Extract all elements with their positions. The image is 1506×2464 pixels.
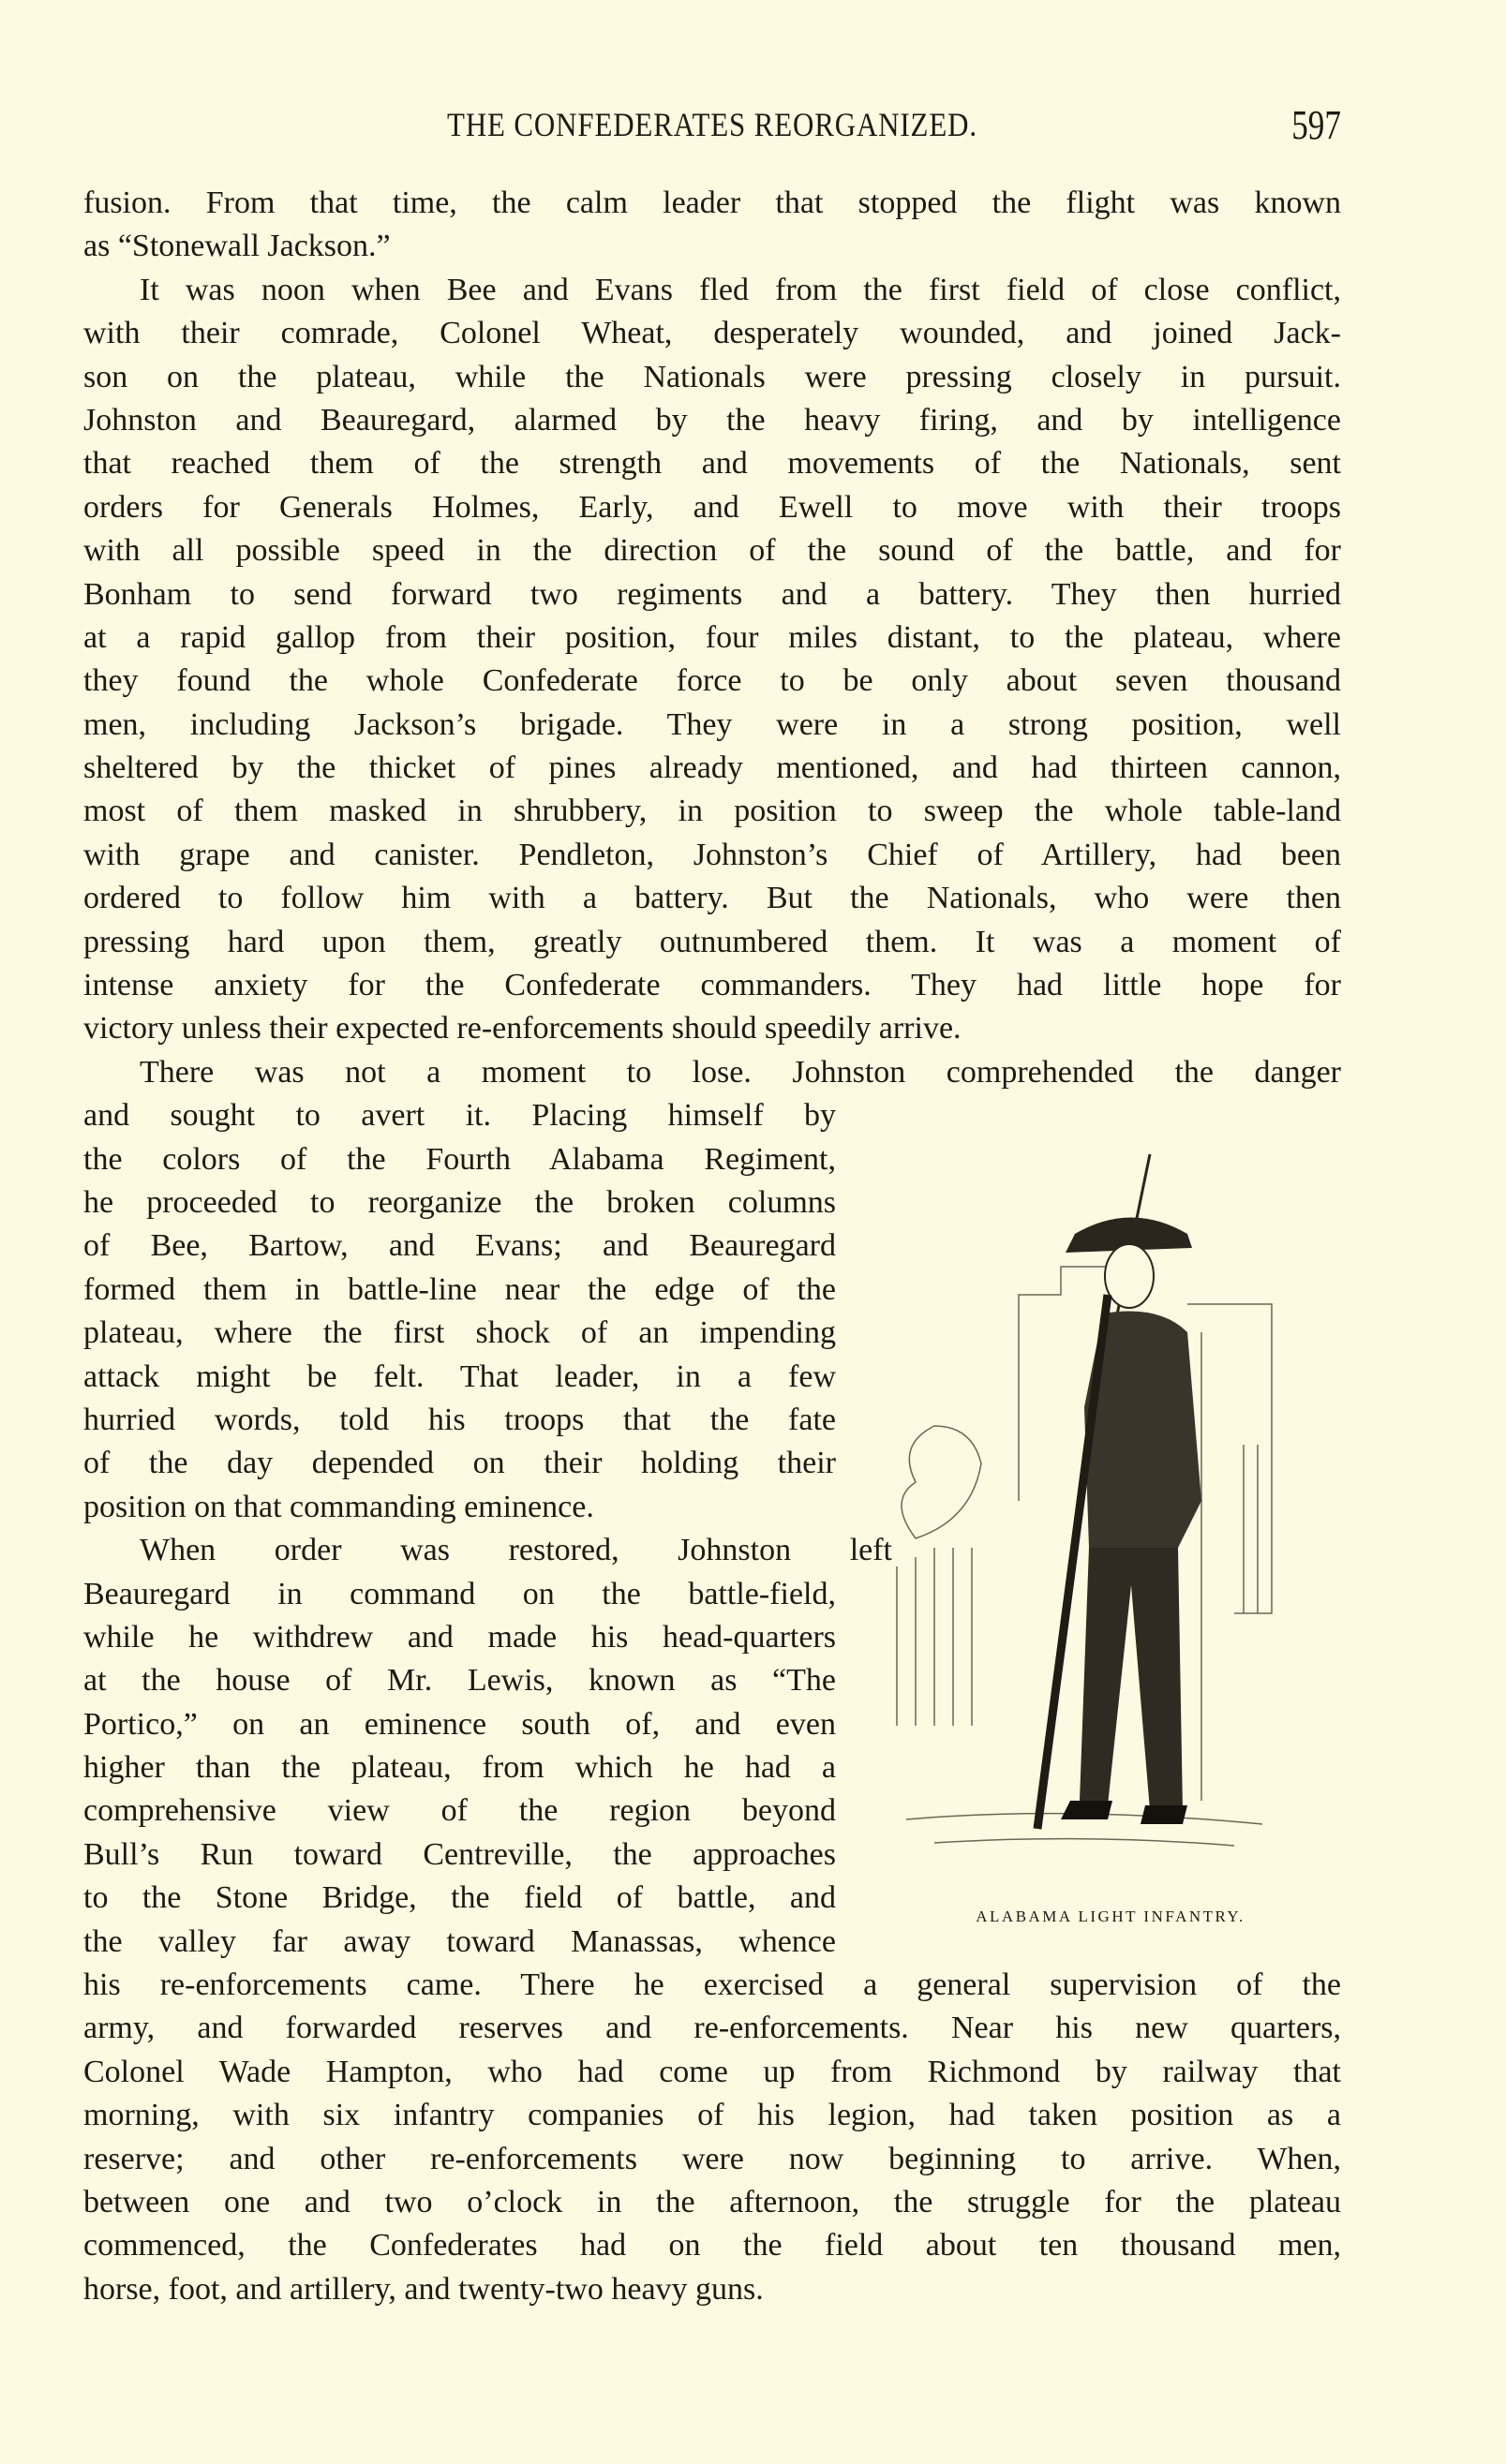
text-line-content: formed them in battle-line near the edge of the	[83, 1271, 836, 1307]
text-line-content: with all possible speed in the direction of the sound of the battle, and for	[83, 533, 1341, 569]
text-line	[83, 2138, 1341, 2181]
text-line	[83, 1181, 836, 1225]
text-line-content: horse, foot, and artillery, and twenty-two heavy guns.	[83, 2271, 764, 2307]
text-line	[83, 2094, 1341, 2137]
page-number: 597	[1291, 102, 1341, 148]
text-line-content: they found the whole Confederate force to be only about seven thousand	[83, 663, 1341, 699]
text-line	[83, 1964, 1341, 2007]
text-line	[83, 182, 1341, 225]
soldier-engraving-image	[878, 1145, 1347, 1885]
text-line-content: between one and two o’clock in the afternoon, the struggle for the plateau	[83, 2184, 1341, 2219]
text-line	[83, 442, 1341, 485]
text-line-content: orders for Generals Holmes, Early, and Ewell to move with their troops	[83, 489, 1341, 525]
text-line-content: morning, with six infantry companies of his legion, had taken position as a	[83, 2098, 1341, 2133]
text-line	[83, 1573, 836, 1616]
text-line	[83, 1616, 836, 1659]
text-line-content: army, and forwarded reserves and re-enforcements. Near his new quarters,	[83, 2011, 1341, 2046]
text-line	[83, 399, 1341, 442]
text-line-content: most of them masked in shrubbery, in position to sweep the whole table-land	[83, 794, 1341, 829]
text-line	[83, 660, 1341, 703]
text-line	[83, 747, 1341, 790]
text-line	[83, 1789, 836, 1833]
text-line-content: It was noon when Bee and Evans fled from the first field of close conflict,	[140, 272, 1341, 307]
text-line-content: position on that commanding eminence.	[83, 1489, 594, 1524]
text-line	[83, 1659, 836, 1702]
text-line-content: hurried words, told his troops that the fate	[83, 1402, 836, 1437]
text-line-content: and sought to avert it. Placing himself by	[83, 1098, 836, 1134]
text-line-content: Colonel Wade Hampton, who had come up from Richmond by railway that	[83, 2054, 1341, 2089]
text-line	[83, 616, 1341, 660]
text-line	[83, 1746, 836, 1789]
text-line-content: sheltered by the thicket of pines already mentioned, and had thirteen cannon,	[83, 750, 1341, 786]
text-line	[83, 1312, 836, 1355]
running-header	[83, 101, 1341, 148]
text-line	[83, 1529, 892, 1572]
text-line	[83, 1094, 836, 1137]
text-line-content: commenced, the Confederates had on the field about ten thousand men,	[83, 2228, 1341, 2264]
text-line	[83, 1703, 836, 1746]
figure-caption: ALABAMA LIGHT INFANTRY.	[976, 1907, 1245, 1925]
text-line-content: his re-enforcements came. There he exercised a general supervision of the	[83, 1967, 1341, 2003]
text-line	[83, 1442, 836, 1485]
text-line	[83, 2007, 1341, 2050]
text-line-content: the colors of the Fourth Alabama Regiment,	[83, 1141, 836, 1177]
text-line-content: reserve; and other re-enforcements were now beginning to arrive. When,	[83, 2141, 1341, 2176]
text-line	[83, 312, 1341, 355]
text-line	[83, 1138, 836, 1181]
text-line-content: When order was restored, Johnston left	[140, 1533, 892, 1568]
text-line-content: higher than the plateau, from which he had a	[83, 1750, 836, 1786]
text-line	[83, 573, 1341, 616]
text-line-content: the valley far away toward Manassas, whence	[83, 1923, 836, 1959]
text-line	[83, 225, 1341, 268]
text-line	[83, 1356, 836, 1399]
text-line	[83, 2051, 1341, 2094]
text-line	[83, 1486, 836, 1529]
text-line	[83, 1269, 836, 1312]
text-line-content: of Bee, Bartow, and Evans; and Beauregard	[83, 1228, 836, 1264]
text-line-content: There was not a moment to lose. Johnston comprehended the danger	[140, 1054, 1341, 1090]
text-line	[83, 2181, 1341, 2224]
text-line-content: comprehensive view of the region beyond	[83, 1793, 836, 1829]
text-line-content: with their comrade, Colonel Wheat, desperately wounded, and joined Jack-	[83, 316, 1341, 351]
text-line	[83, 1399, 836, 1442]
running-title: THE CONFEDERATES REORGANIZED.	[447, 106, 977, 143]
text-line	[83, 1921, 836, 1964]
text-line-content: fusion. From that time, the calm leader that stopped the flight was known	[83, 186, 1341, 220]
text-line	[83, 964, 1341, 1007]
text-line	[83, 1833, 836, 1877]
text-line	[83, 1007, 1341, 1050]
text-line-content: to the Stone Bridge, the field of battle, and	[83, 1880, 836, 1916]
text-line-content: at the house of Mr. Lewis, known as “The	[83, 1663, 836, 1699]
text-line-content: as “Stonewall Jackson.”	[83, 229, 391, 264]
text-line-content: Bull’s Run toward Centreville, the approaches	[83, 1836, 836, 1872]
text-line-content: of the day depended on their holding their	[83, 1446, 836, 1481]
text-line-content: with grape and canister. Pendleton, Johnston’s Chief of Artillery, had been	[83, 837, 1341, 872]
text-line-content: that reached them of the strength and movements of the Nationals, sent	[83, 446, 1341, 482]
text-line-content: men, including Jackson’s brigade. They were in a strong position, well	[83, 706, 1341, 742]
text-line-content: Beauregard in command on the battle-field,	[83, 1576, 836, 1611]
text-line	[83, 2268, 1341, 2311]
text-line-content: intense anxiety for the Confederate commanders. They had little hope for	[83, 968, 1341, 1003]
text-line	[83, 529, 1341, 572]
text-line-content: while he withdrew and made his head-quarters	[83, 1619, 836, 1655]
text-line	[83, 269, 1341, 312]
text-line-content: at a rapid gallop from their position, four miles distant, to the plateau, where	[83, 619, 1341, 655]
text-line-content: victory unless their expected re-enforcements should speedily arrive.	[83, 1011, 962, 1046]
text-line	[83, 921, 1341, 964]
text-line	[83, 790, 1341, 833]
text-line-content: attack might be felt. That leader, in a few	[83, 1358, 836, 1394]
text-line	[83, 2224, 1341, 2267]
text-line-content: Portico,” on an eminence south of, and even	[83, 1706, 836, 1742]
text-line	[83, 356, 1341, 399]
text-line	[83, 486, 1341, 529]
text-line	[83, 704, 1341, 747]
text-line	[83, 1877, 836, 1920]
text-line-content: Bonham to send forward two regiments and a battery. They then hurried	[83, 576, 1341, 612]
text-line-content: Johnston and Beauregard, alarmed by the heavy firing, and by intelligence	[83, 402, 1341, 438]
text-line	[83, 877, 1341, 920]
illustration-alabama-light-infantry	[878, 1145, 1347, 1885]
text-line	[83, 834, 1341, 877]
text-line-content: son on the plateau, while the Nationals were pressing closely in pursuit.	[83, 359, 1341, 394]
text-line-content: ordered to follow him with a battery. But the Nationals, who were then	[83, 881, 1341, 916]
text-line-content: he proceeded to reorganize the broken columns	[83, 1184, 836, 1220]
text-line-content: pressing hard upon them, greatly outnumbered them. It was a moment of	[83, 924, 1341, 959]
text-line-content: plateau, where the first shock of an impending	[83, 1315, 836, 1351]
text-line	[83, 1051, 1341, 1094]
text-line	[83, 1225, 836, 1268]
